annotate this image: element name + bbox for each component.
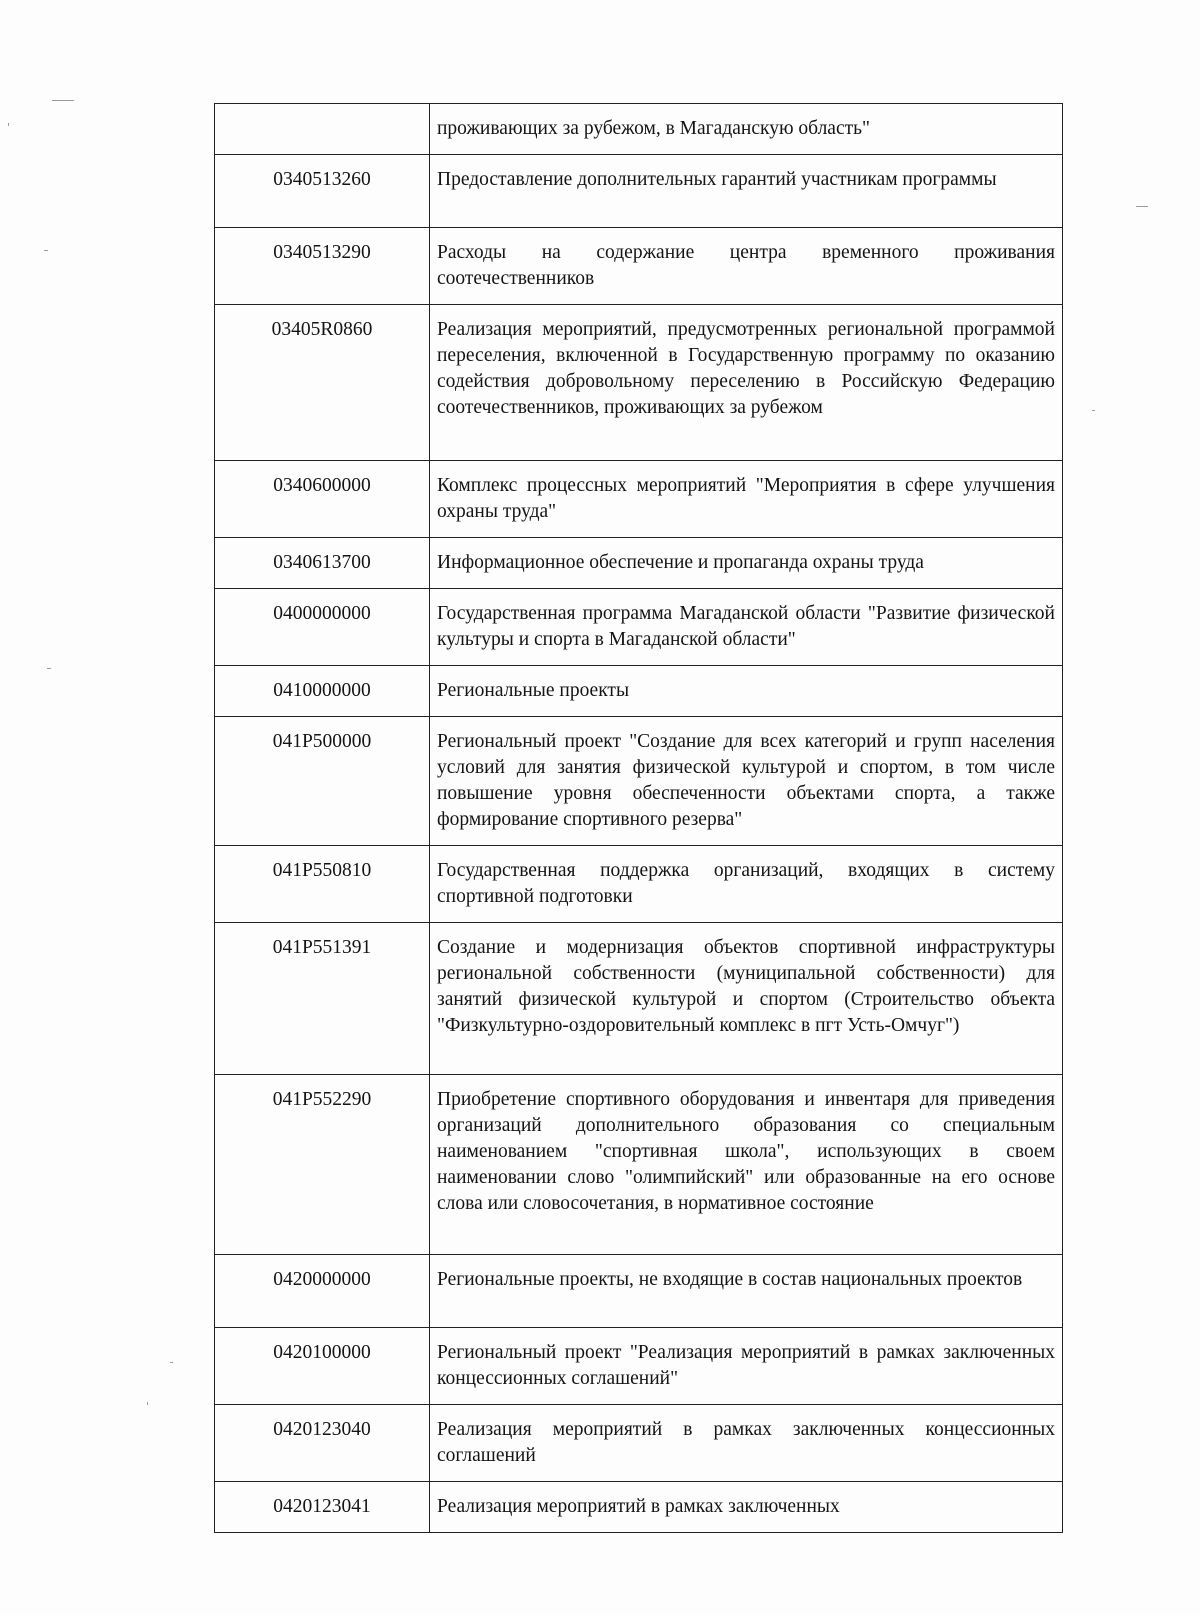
row-code: 03405R0860 (215, 305, 430, 461)
table-row (215, 538, 1063, 589)
row-description: Реализация мероприятий в рамках заключенных (430, 1482, 1063, 1533)
row-code: 041P550810 (215, 846, 430, 923)
row-code: 0410000000 (215, 666, 430, 717)
row-description: Создание и модернизация объектов спортивной инфраструктуры региональной собственности (муниципальной собственности) для занятий физической культурой и спортом (Строительство объекта "Физкультурно-оздоровительный комплекс в пгт Усть-Омчуг") (430, 923, 1063, 1075)
row-description: Реализация мероприятий в рамках заключенных концессионных соглашений (430, 1405, 1063, 1482)
row-description: Предоставление дополнительных гарантий участникам программы (430, 155, 1063, 228)
row-description: проживающих за рубежом, в Магаданскую область" (430, 104, 1063, 155)
row-code: 0340600000 (215, 461, 430, 538)
row-description: Комплекс процессных мероприятий "Мероприятия в сфере улучшения охраны труда" (430, 461, 1063, 538)
table-row (215, 155, 1063, 228)
row-code: 041P551391 (215, 923, 430, 1075)
row-code: 041P552290 (215, 1075, 430, 1255)
row-description: Расходы на содержание центра временного проживания соотечественников (430, 228, 1063, 305)
row-description: Приобретение спортивного оборудования и инвентаря для приведения организаций дополнительного образования со специальным наименованием "спортивная школа", использующих в своем наименовании слово "олимпийский" или образованные на его основе слова или словосочетания, в нормативное состояние (430, 1075, 1063, 1255)
row-code: 0420000000 (215, 1255, 430, 1328)
table-row (215, 1328, 1063, 1405)
budget-code-table (214, 103, 1063, 1533)
row-description: Информационное обеспечение и пропаганда охраны труда (430, 538, 1063, 589)
row-description: Региональный проект "Реализация мероприятий в рамках заключенных концессионных соглашений" (430, 1328, 1063, 1405)
row-code (215, 104, 430, 155)
table-row (215, 717, 1063, 846)
table-row (215, 305, 1063, 461)
row-description: Региональные проекты, не входящие в состав национальных проектов (430, 1255, 1063, 1328)
row-code: 0340513260 (215, 155, 430, 228)
table-row (215, 589, 1063, 666)
table-row (215, 1255, 1063, 1328)
table-row (215, 104, 1063, 155)
row-code: 0420100000 (215, 1328, 430, 1405)
row-code: 041P500000 (215, 717, 430, 846)
table-row (215, 1075, 1063, 1255)
row-description: Реализация мероприятий, предусмотренных региональной программой переселения, включенной в Государственную программу по оказанию содействия добровольному переселению в Российскую Федерацию соотечественников, проживающих за рубежом (430, 305, 1063, 461)
row-description: Государственная поддержка организаций, входящих в систему спортивной подготовки (430, 846, 1063, 923)
row-description: Региональный проект "Создание для всех категорий и групп населения условий для занятия физической культурой и спортом, в том числе повышение уровня обеспеченности объектами спорта, а также формирование спортивного резерва" (430, 717, 1063, 846)
row-description: Государственная программа Магаданской области "Развитие физической культуры и спорта в Магаданской области" (430, 589, 1063, 666)
table-row (215, 1405, 1063, 1482)
table-row (215, 461, 1063, 538)
table-row (215, 923, 1063, 1075)
row-code: 0340513290 (215, 228, 430, 305)
row-code: 0420123041 (215, 1482, 430, 1533)
table-row (215, 1482, 1063, 1533)
table-row (215, 228, 1063, 305)
table-row (215, 666, 1063, 717)
table-row (215, 846, 1063, 923)
table-body (215, 104, 1063, 1533)
row-code: 0340613700 (215, 538, 430, 589)
row-description: Региональные проекты (430, 666, 1063, 717)
row-code: 0420123040 (215, 1405, 430, 1482)
row-code: 0400000000 (215, 589, 430, 666)
